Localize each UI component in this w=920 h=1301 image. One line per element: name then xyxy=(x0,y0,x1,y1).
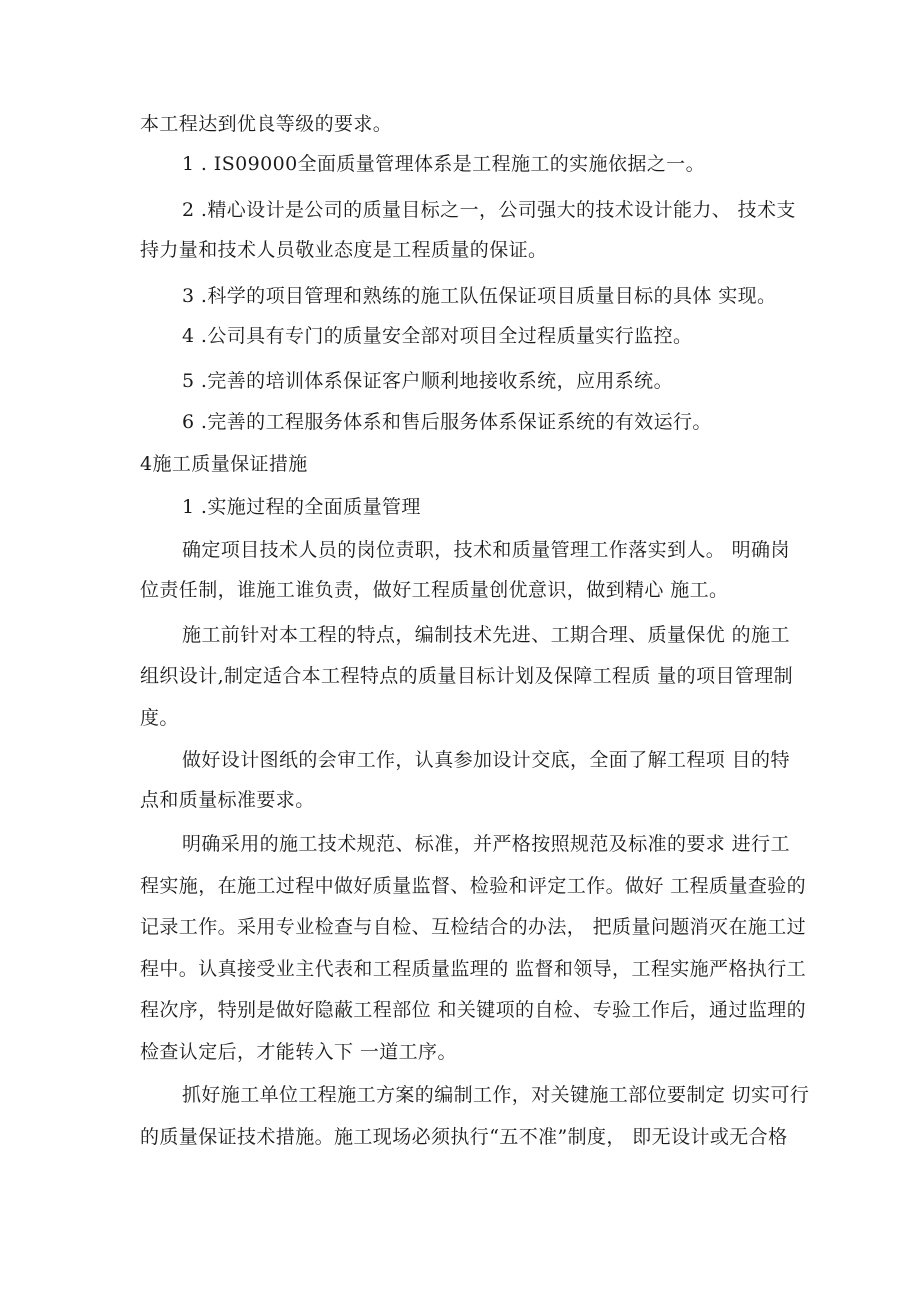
paragraph-line: 度。 xyxy=(140,707,179,729)
paragraph-line: 点和质量标准要求。 xyxy=(140,789,315,811)
paragraph-line: 程实施，在施工过程中做好质量监督、检验和评定工作。做好 工程质量查验的 xyxy=(140,875,807,897)
list-item: 1 . IS09000全面质量管理体系是工程施工的实施依据之一。 xyxy=(182,153,705,175)
paragraph-line: 的质量保证技术措施。施工现场必须执行“五不准”制度， 即无设计或无合格 xyxy=(140,1126,788,1148)
text-line: 本工程达到优良等级的要求。 xyxy=(140,113,393,135)
paragraph-line: 做好设计图纸的会审工作，认真参加设计交底，全面了解工程项 目的特 xyxy=(182,749,790,771)
paragraph-line: 位责任制，谁施工谁负责，做好工程质量创优意识，做到精心 施工。 xyxy=(140,579,729,601)
paragraph-line: 明确采用的施工技术规范、标准，并严格按照规范及标准的要求 进行工 xyxy=(182,833,790,855)
paragraph-line: 施工前针对本工程的特点，编制技术先进、工期合理、质量保优 的施工 xyxy=(182,624,790,646)
paragraph-line: 程次序，特别是做好隐蔽工程部位 和关键项的自检、专验工作后，通过监理的 xyxy=(140,999,807,1021)
paragraph-line: 组织设计,制定适合本工程特点的质量目标计划及保障工程质 量的项目管理制 xyxy=(140,665,794,687)
list-item: 3 .科学的项目管理和熟练的施工队伍保证项目质量目标的具体 实现。 xyxy=(182,285,777,307)
paragraph-line: 检查认定后，才能转入下 一道工序。 xyxy=(140,1041,457,1063)
list-item: 5 .完善的培训体系保证客户顺利地接收系统，应用系统。 xyxy=(182,370,673,392)
list-item: 4 .公司具有专门的质量安全部对项目全过程质量实行监控。 xyxy=(182,325,693,347)
paragraph-line: 程中。认真接受业主代表和工程质量监理的 监督和领导，工程实施严格执行工 xyxy=(140,958,807,980)
paragraph-line: 抓好施工单位工程施工方案的编制工作，对关键施工部位要制定 切实可行 xyxy=(182,1084,810,1106)
list-item: 2 .精心设计是公司的质量目标之一，公司强大的技术设计能力、 技术支 xyxy=(182,199,796,221)
section-heading: 4施工质量保证措施 xyxy=(140,453,308,475)
subsection-heading: 1 .实施过程的全面质量管理 xyxy=(182,496,421,518)
list-item: 6 .完善的工程服务体系和售后服务体系保证系统的有效运行。 xyxy=(182,411,712,433)
paragraph-line: 记录工作。采用专业检查与自检、互检结合的办法， 把质量问题消灭在施工过 xyxy=(140,916,807,938)
text-line: 持力量和技术人员敬业态度是工程质量的保证。 xyxy=(140,239,548,261)
paragraph-line: 确定项目技术人员的岗位责职，技术和质量管理工作落实到人。 明确岗 xyxy=(182,539,790,561)
